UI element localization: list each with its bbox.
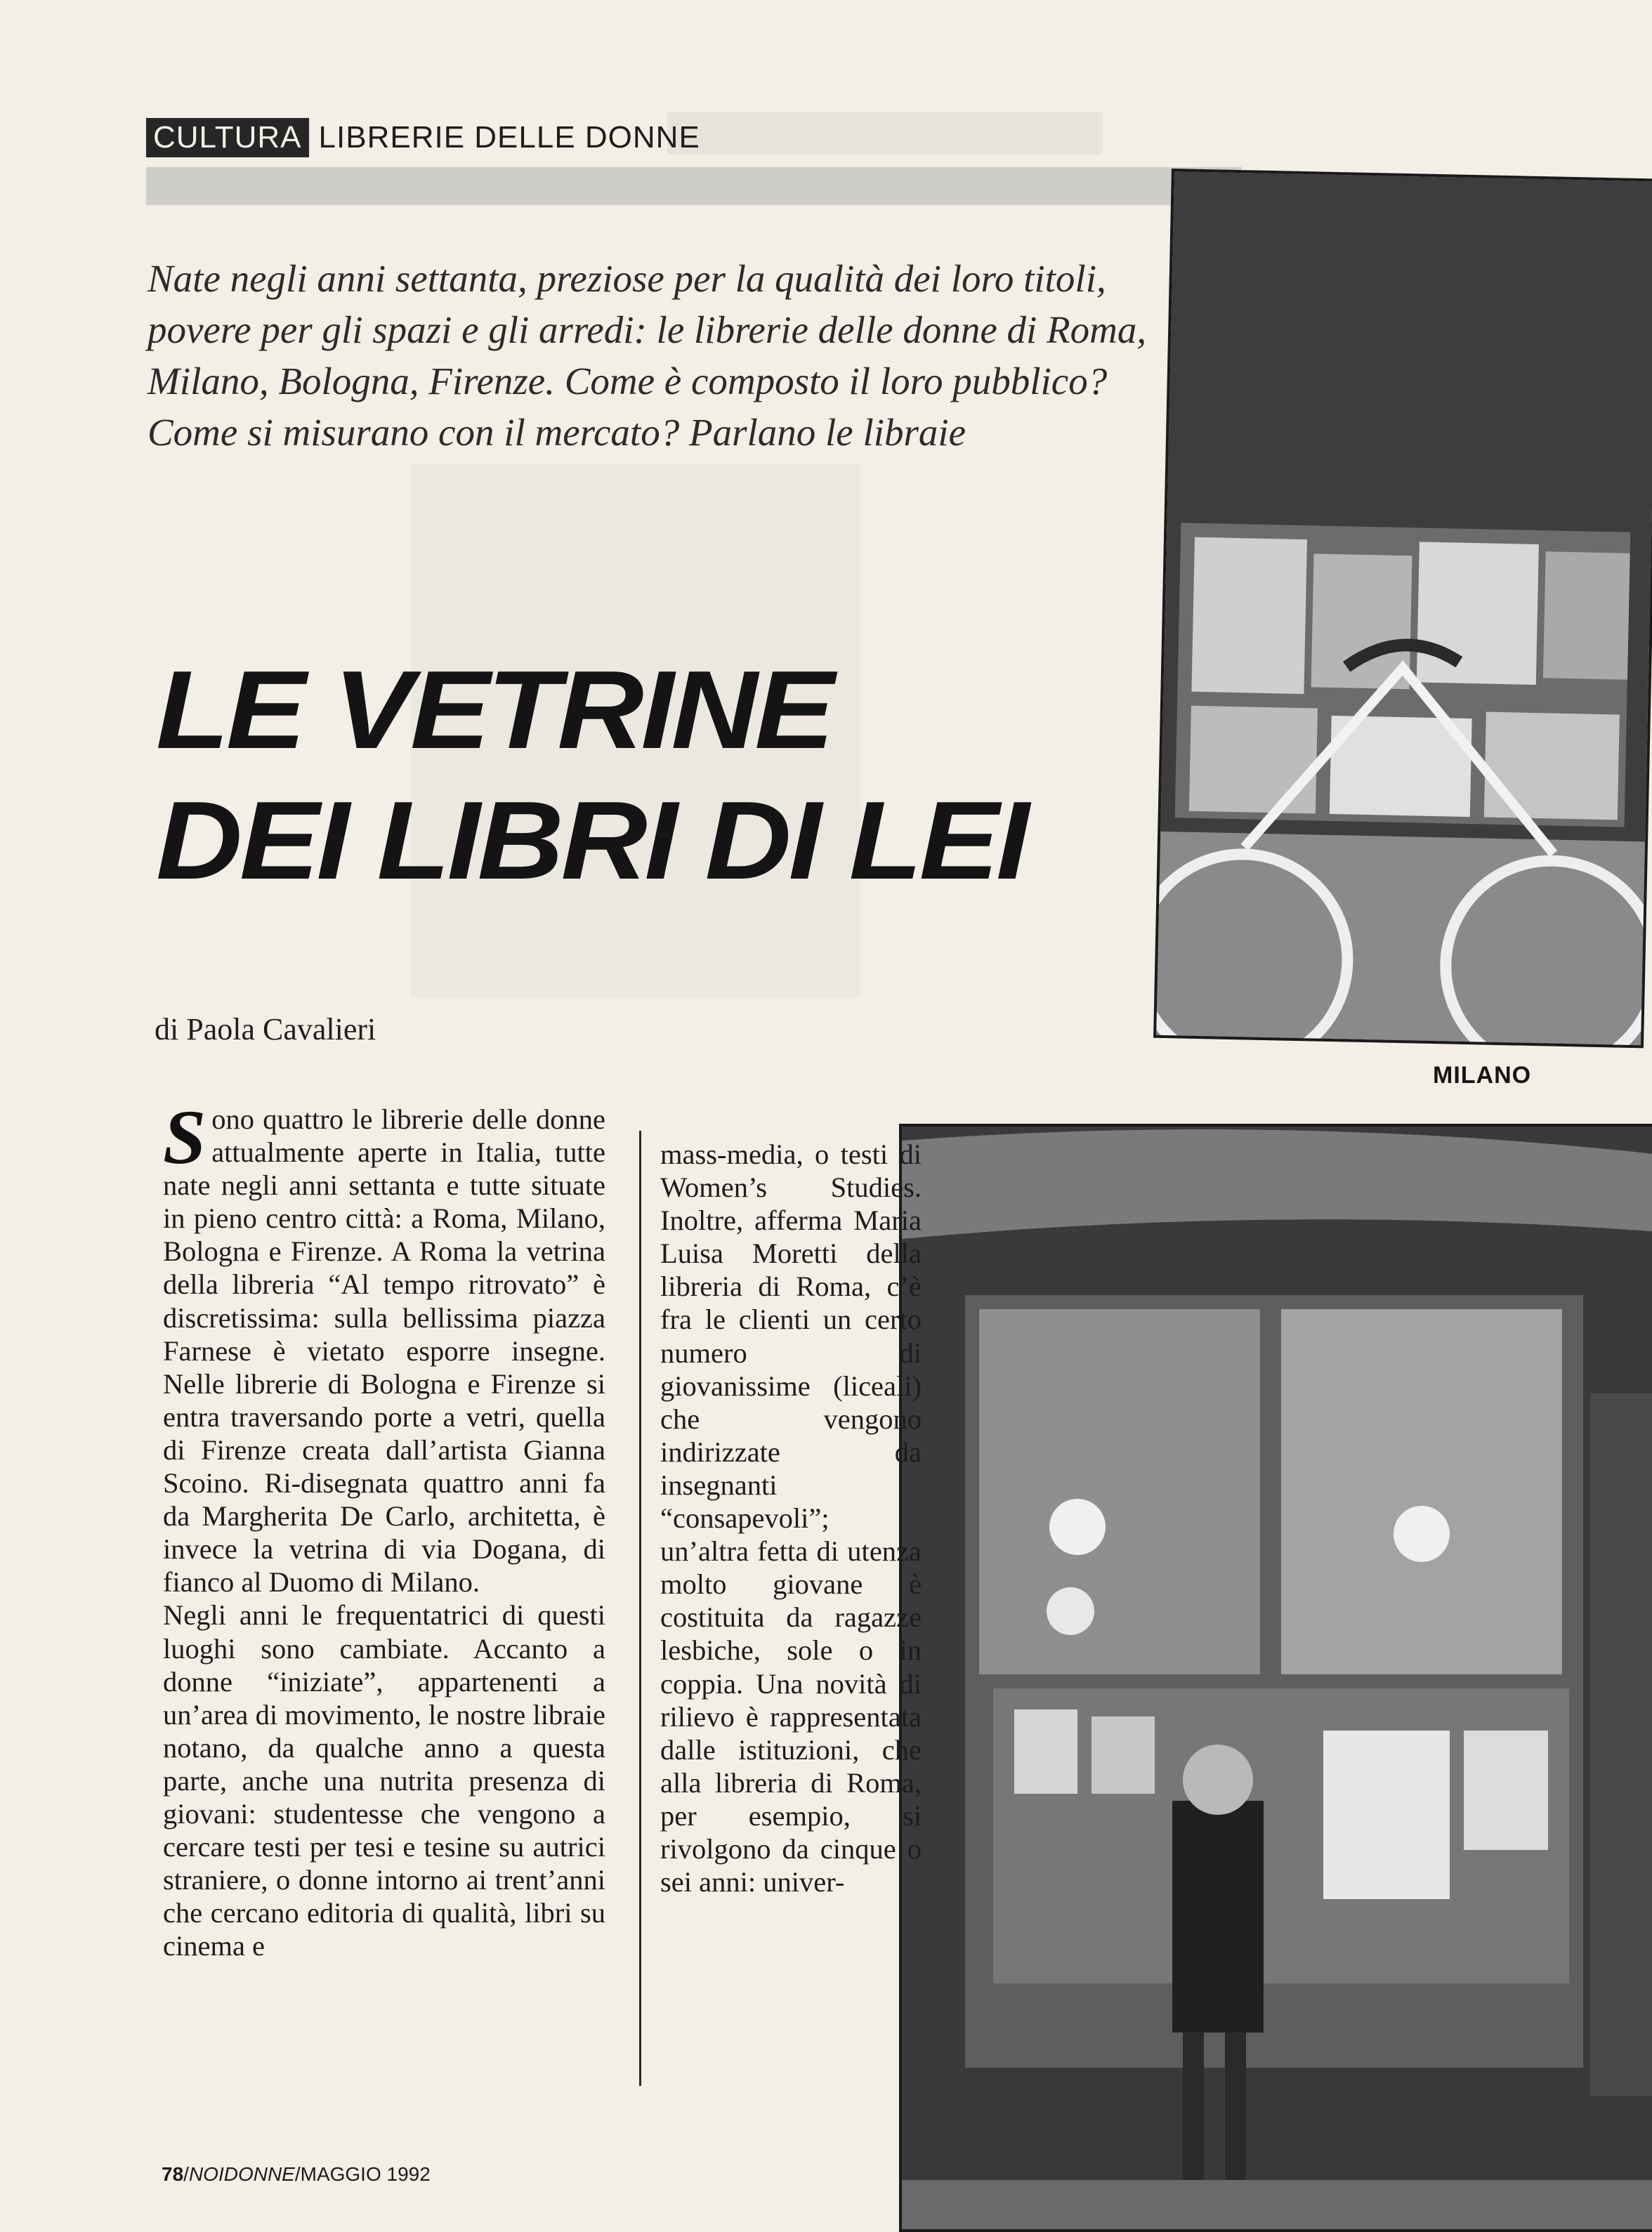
magazine-name: NOIDONNE <box>188 2163 295 2185</box>
column-rule <box>639 1131 641 2086</box>
headline-line-2: DEI LIBRI DI LEI <box>156 779 1027 902</box>
article-paragraph-3: mass-media, o testi di Women’s Studies. Inoltre, afferma Maria Luisa Moretti della libreria di Roma, c’è fra le clienti un certo numero di giovanissime (liceali) che vengono indirizzate da insegnanti “consapevoli”; un’altra fetta di utenza molto giovane è costituita da ragazze lesbiche, sole o in coppia. Una novità di rilievo è rappresentata dalle istituzioni, che alla libreria di Roma, per esempio, si rivolgono da cinque o sei anni: univer- <box>660 1138 922 1898</box>
standfirst: Nate negli anni settanta, preziose per la qualità dei loro titoli, povere per gli spazi e gli arredi: le librerie delle donne di Roma, Milano, Bologna, Firenze. Come è composto il loro pubblico? Come si misurano con il mercato? Parlano le libraie <box>148 257 1147 454</box>
headline-line-1: LE VETRINE <box>156 648 832 772</box>
article-paragraph-1 <box>163 1094 605 1598</box>
article-paragraph-2: Negli anni le frequentatrici di questi luoghi sono cambiate. Accanto a donne “iniziate”, appartenenti a un’area di movimento, le nostre libraie notano, da qualche anno a questa parte, anche una nutrita presenza di giovani: studentesse che vengono a cercare testi per tesi e tesine su autrici straniere, o donne intorno ai trent’anni che cercano editoria di qualità, libri su cinema e <box>163 1599 605 1962</box>
paragraph-1-text: ono quattro le librerie delle donne attualmente aperte in Italia, tutte nate negli anni settanta e tutte situate in pieno centro città: a Roma, Milano, Bologna e Firenze. A Roma la vetrina della libreria “Al tempo ritrovato” è discretissima: sulla bellissima piazza Farnese è vietato esporre insegne. Nelle librerie di Bologna e Firenze si entra traversando porte a vetri, quella di Firenze creata dall’artista Gianna Scoino. Ri-disegnata quattro anni fa da Margherita De Carlo, architetta, è invece la vetrina di via Dogana, di fianco al Duomo di Milano. <box>163 1103 605 1598</box>
photo-bookshop-window-bicycle <box>1153 169 1652 1048</box>
faint-ghost-band <box>667 112 1103 155</box>
photo-caption: MILANO <box>1433 1062 1532 1089</box>
section-topic: LIBRERIE DELLE DONNE <box>318 120 700 155</box>
section-tag: CULTURA <box>146 118 309 157</box>
photo-bookshop-storefront <box>899 1124 1652 2232</box>
dropcap: S <box>163 1094 206 1180</box>
headline <box>156 645 1218 906</box>
page-number: 78 <box>162 2163 184 2185</box>
page-footer <box>162 2163 431 2186</box>
byline: di Paola Cavalieri <box>155 1012 376 1046</box>
footer-sep-2: / <box>294 2163 301 2185</box>
photo-storefront-illustration <box>902 1127 1652 2229</box>
issue-date: MAGGIO 1992 <box>300 2163 431 2185</box>
section-header <box>146 118 700 157</box>
photo-bicycle-illustration <box>1156 171 1652 1045</box>
article-column-1 <box>163 1094 605 1962</box>
footer-sep-1: / <box>183 2163 189 2185</box>
header-rule-band <box>146 167 1242 205</box>
article-column-2 <box>660 1138 922 1898</box>
